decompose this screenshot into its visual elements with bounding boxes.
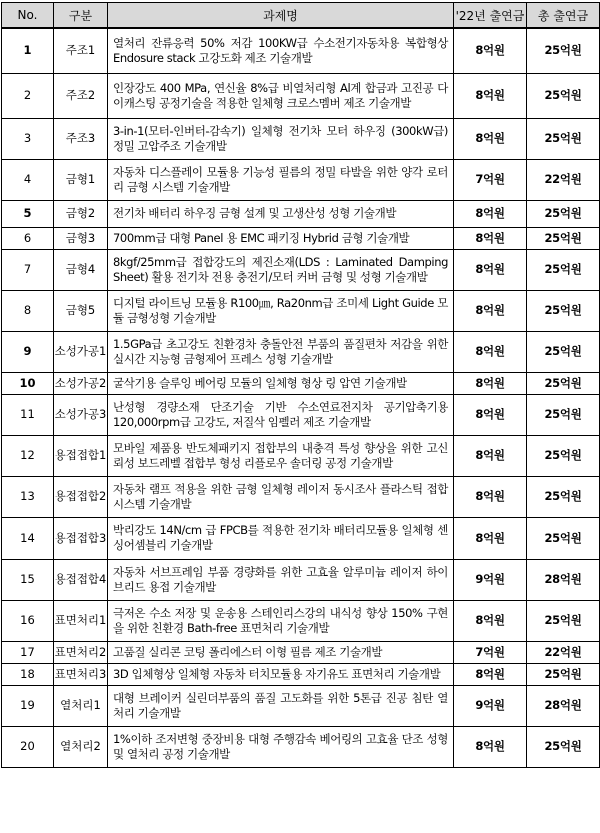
row-category: 금형2 (54, 200, 108, 227)
row-fund-total: 25억원 (527, 73, 600, 118)
row-fund-2022: 8억원 (454, 290, 527, 331)
row-title: 열처리 잔류응력 50% 저감 100KW급 수소전기자동차용 복합형상 Endosure stack 고강도화 제조 기술개발 (108, 28, 454, 73)
row-fund-total: 22억원 (527, 159, 600, 200)
table-row (2, 290, 600, 331)
row-fund-2022: 8억원 (454, 600, 527, 641)
row-number: 11 (2, 394, 54, 435)
row-category: 표면처리1 (54, 600, 108, 641)
row-fund-2022: 8억원 (454, 73, 527, 118)
row-category: 열처리2 (54, 726, 108, 767)
row-fund-total: 25억원 (527, 331, 600, 372)
row-fund-total: 25억원 (527, 200, 600, 227)
row-fund-2022: 9억원 (454, 559, 527, 600)
row-fund-2022: 8억원 (454, 394, 527, 435)
table-row (2, 200, 600, 227)
row-title: 디지털 라이트닝 모듈용 R100㎛, Ra20nm급 조미세 Light Guide 모듈 금형성형 기술개발 (108, 290, 454, 331)
row-category: 표면처리2 (54, 641, 108, 663)
row-fund-total: 25억원 (527, 600, 600, 641)
row-category: 표면처리3 (54, 663, 108, 685)
row-category: 용접접합1 (54, 435, 108, 476)
row-category: 금형3 (54, 227, 108, 249)
row-number: 4 (2, 159, 54, 200)
table-row (2, 394, 600, 435)
row-title: 700mm급 대형 Panel 용 EMC 패키징 Hybrid 금형 기술개발 (108, 227, 454, 249)
row-title: 8kgf/25mm급 접합강도의 제진소재(LDS : Laminated Damping Sheet) 활용 전기차 전용 충전기/모터 커버 금형 및 성형 기술개발 (108, 249, 454, 290)
row-fund-total: 28억원 (527, 685, 600, 726)
table-row (2, 685, 600, 726)
row-fund-2022: 8억원 (454, 200, 527, 227)
row-fund-total: 25억원 (527, 435, 600, 476)
row-category: 주조3 (54, 118, 108, 159)
row-fund-total: 25억원 (527, 394, 600, 435)
row-title: 인장강도 400 MPa, 연신율 8%급 비열처리형 Al계 합금과 고진공 다이캐스팅 공정기술을 적용한 일체형 크로스멤버 제조 기술개발 (108, 73, 454, 118)
row-title: 3D 입체형상 일체형 자동차 터치모듈용 자기유도 표면처리 기술개발 (108, 663, 454, 685)
row-title: 극저온 수소 저장 및 운송용 스테인리스강의 내식성 향상 150% 구현을 위한 친환경 Bath-free 표면처리 기술개발 (108, 600, 454, 641)
row-title: 3-in-1(모터-인버터-감속기) 일체형 전기차 모터 하우징 (300kW급) 정밀 고압주조 기술개발 (108, 118, 454, 159)
row-number: 1 (2, 28, 54, 73)
row-number: 7 (2, 249, 54, 290)
row-title: 모바일 제품용 반도체패키지 접합부의 내충격 특성 향상을 위한 고신뢰성 보드레벨 접합부 형성 리플로우 솔더링 공정 기술개발 (108, 435, 454, 476)
row-number: 13 (2, 476, 54, 517)
row-fund-2022: 8억원 (454, 372, 527, 394)
row-number: 6 (2, 227, 54, 249)
row-title: 1.5GPa급 초고강도 친환경차 충돌안전 부품의 품질편차 저감을 위한 실시간 지능형 금형제어 프레스 성형 기술개발 (108, 331, 454, 372)
row-fund-2022: 7억원 (454, 641, 527, 663)
row-fund-total: 25억원 (527, 28, 600, 73)
row-fund-total: 25억원 (527, 118, 600, 159)
row-fund-total: 25억원 (527, 249, 600, 290)
table-row (2, 559, 600, 600)
table-row (2, 227, 600, 249)
row-title: 고품질 실리콘 코팅 폴리에스터 이형 필름 제조 기술개발 (108, 641, 454, 663)
row-category: 주조2 (54, 73, 108, 118)
row-category: 용접접합2 (54, 476, 108, 517)
row-number: 15 (2, 559, 54, 600)
project-table (1, 2, 600, 768)
row-fund-2022: 7억원 (454, 159, 527, 200)
table-row (2, 331, 600, 372)
row-fund-2022: 8억원 (454, 227, 527, 249)
row-fund-2022: 8억원 (454, 476, 527, 517)
row-number: 10 (2, 372, 54, 394)
table-row (2, 726, 600, 767)
row-fund-2022: 8억원 (454, 726, 527, 767)
row-title: 박리강도 14N/cm 급 FPCB를 적용한 전기차 배터리모듈용 일체형 센싱어셈블리 기술개발 (108, 517, 454, 559)
row-category: 금형1 (54, 159, 108, 200)
row-fund-total: 25억원 (527, 227, 600, 249)
row-fund-2022: 9억원 (454, 685, 527, 726)
row-category: 용접접합4 (54, 559, 108, 600)
header-category: 구분 (54, 3, 108, 29)
row-title: 굴삭기용 슬루잉 베어링 모듈의 일체형 형상 링 압연 기술개발 (108, 372, 454, 394)
row-fund-total: 25억원 (527, 476, 600, 517)
row-fund-2022: 8억원 (454, 663, 527, 685)
table-row (2, 641, 600, 663)
row-fund-total: 25억원 (527, 726, 600, 767)
header-title: 과제명 (108, 3, 454, 29)
table-row (2, 73, 600, 118)
table-row (2, 517, 600, 559)
row-fund-2022: 8억원 (454, 118, 527, 159)
row-number: 18 (2, 663, 54, 685)
table-row (2, 372, 600, 394)
row-title: 1%이하 조저변형 중장비용 대형 주행감속 베어링의 고효율 단조 성형 및 열처리 공정 기술개발 (108, 726, 454, 767)
row-number: 5 (2, 200, 54, 227)
row-fund-2022: 8억원 (454, 331, 527, 372)
row-number: 17 (2, 641, 54, 663)
table-row (2, 118, 600, 159)
row-fund-2022: 8억원 (454, 517, 527, 559)
row-number: 3 (2, 118, 54, 159)
table-body (2, 28, 600, 767)
row-fund-2022: 8억원 (454, 249, 527, 290)
table-row (2, 600, 600, 641)
row-category: 소성가공2 (54, 372, 108, 394)
row-fund-total: 25억원 (527, 290, 600, 331)
table-row (2, 435, 600, 476)
header-fund-2022: '22년 출연금 (454, 3, 527, 29)
row-category: 금형5 (54, 290, 108, 331)
table-row (2, 249, 600, 290)
header-no: No. (2, 3, 54, 29)
header-fund-total: 총 출연금 (527, 3, 600, 29)
table-row (2, 28, 600, 73)
table-row (2, 159, 600, 200)
row-number: 20 (2, 726, 54, 767)
row-title: 대형 브레이커 실린더부품의 품질 고도화를 위한 5톤급 진공 침탄 열처리 기술개발 (108, 685, 454, 726)
row-fund-total: 25억원 (527, 663, 600, 685)
row-number: 19 (2, 685, 54, 726)
row-title: 전기차 배터리 하우징 금형 설계 및 고생산성 성형 기술개발 (108, 200, 454, 227)
table-row (2, 476, 600, 517)
row-number: 12 (2, 435, 54, 476)
row-category: 용접접합3 (54, 517, 108, 559)
row-category: 주조1 (54, 28, 108, 73)
row-category: 금형4 (54, 249, 108, 290)
row-fund-total: 22억원 (527, 641, 600, 663)
row-number: 9 (2, 331, 54, 372)
row-number: 8 (2, 290, 54, 331)
row-category: 열처리1 (54, 685, 108, 726)
row-number: 14 (2, 517, 54, 559)
row-fund-2022: 8억원 (454, 435, 527, 476)
row-fund-total: 28억원 (527, 559, 600, 600)
row-title: 자동차 서브프레임 부품 경량화를 위한 고효율 알루미늄 레이저 하이브리드 용접 기술개발 (108, 559, 454, 600)
row-fund-total: 25억원 (527, 517, 600, 559)
row-fund-total: 25억원 (527, 372, 600, 394)
row-number: 2 (2, 73, 54, 118)
row-title: 자동차 디스플레이 모듈용 기능성 필름의 정밀 타발을 위한 양각 로터리 금형 시스템 기술개발 (108, 159, 454, 200)
row-title: 자동차 램프 적용을 위한 금형 일체형 레이저 동시조사 플라스틱 접합 시스템 기술개발 (108, 476, 454, 517)
row-fund-2022: 8억원 (454, 28, 527, 73)
table-row (2, 663, 600, 685)
header-row (2, 3, 600, 29)
row-number: 16 (2, 600, 54, 641)
row-category: 소성가공3 (54, 394, 108, 435)
row-category: 소성가공1 (54, 331, 108, 372)
row-title: 난성형 경량소재 단조기술 기반 수소연료전지차 공기압축기용 120,000rpm급 고강도, 저질삭 임펠러 제조 기술개발 (108, 394, 454, 435)
